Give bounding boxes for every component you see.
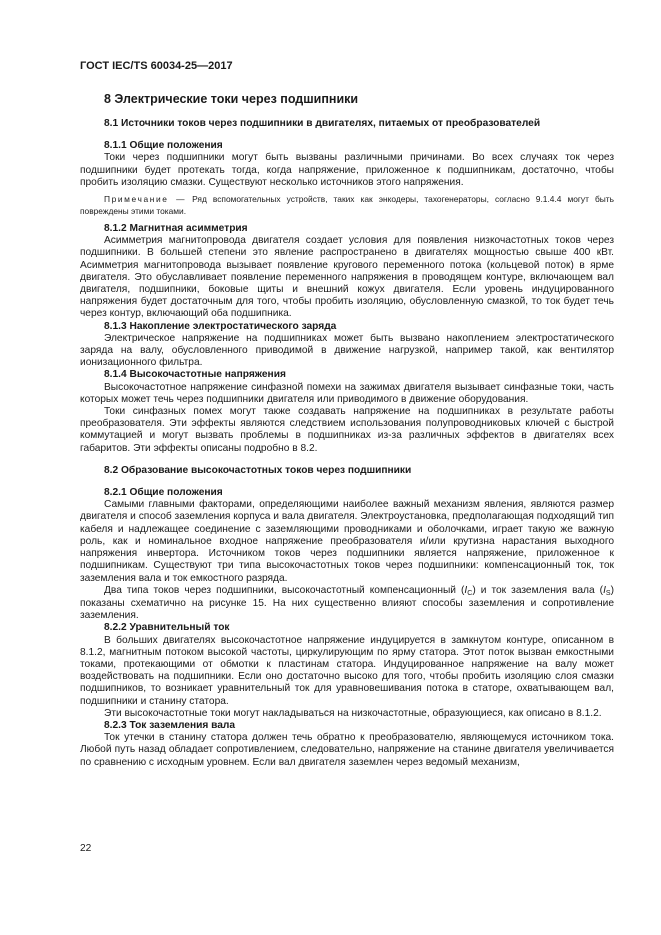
section-8-1-3-paragraph: Электрическое напряжение на подшипниках может быть вызвано накоплением электростатического заряда на валу, обусловленного приводимой в движение нагрузкой, например такой, как вентилятор ионизационного фильтра. [80, 332, 614, 369]
p2-part-c: ) показаны схематично на рисунке 15. На них существенно влияют способы заземления и сопротивление заземления. [80, 584, 614, 622]
section-8-2-title: 8.2 Образование высокочастотных токов через подшипники [104, 464, 412, 476]
section-8-2-1-title: 8.2.1 Общие положения [104, 487, 223, 499]
symbol-is-subscript: S [605, 589, 611, 597]
section-8-1-4-paragraph-2: Токи синфазных помех могут также создавать напряжение на подшипниках в результате работы преобразователя. Эти эффекты являются следствием использования полупроводниковых ключей с быстрой коммутацией и могут вызвать проблемы в подшипниках из-за различных эффектов в двигателях всех габаритов. Эти эффекты описаны подробно в 8.2. [80, 406, 614, 454]
document-body [80, 92, 614, 769]
p2-part-a: Два типа токов через подшипники, высокочастотный компенсационный ( [104, 584, 465, 596]
section-8-1-2-title: 8.1.2 Магнитная асимметрия [104, 223, 248, 235]
section-8-2-3-paragraph: Ток утечки в станину статора должен течь обратно к преобразователю, являющемуся источником тока. Любой путь назад обладает сопротивлением, следовательно, напряжение на станине двигателя увеличивается по сравнению с исходным уровнем. Если вал двигателя заземлен через ведомый механизм, [80, 732, 614, 768]
section-8-2-2-paragraph-2: Эти высокочастотные токи могут накладываться на низкочастотные, образующиеся, как описано в 8.1.2. [104, 707, 602, 719]
note-lead: Примечание — [104, 194, 187, 205]
section-8-2-2-paragraph-1: В больших двигателях высокочастотное напряжение индуцируется в замкнутом контуре, описанном в 8.1.2, магнитным потоком высокой частоты, циркулирующим по ярму статора. Этот поток вызван емкостными токами, протекающими от обмотки к пластинам статора. Индуцированное напряжение на валу может воздействовать на подшипники. Если оно достаточно высоко для того, чтобы пробить изоляцию слоя смазки подшипников, то возникает уравнительный ток для уравновешивания потока в статоре, охватывающем вал, подшипники и станину статора. [80, 634, 614, 707]
standard-header: ГОСТ IEC/TS 60034-25—2017 [80, 60, 233, 72]
note-text: Ряд вспомогательных устройств, таких как энкодеры, тахогенераторы, согласно 9.1.4.4 могут быть повреждены этими токами. [80, 194, 614, 216]
section-8-1-1-paragraph: Токи через подшипники могут быть вызваны различными причинами. Во всех случаях ток через подшипники будет протекать тогда, когда напряжение, приложенное к подшипникам, достаточно, чтобы пробить изоляцию смазки. Существуют несколько источников этого напряжения. [80, 152, 614, 188]
section-8-1-1-title: 8.1.1 Общие положения [104, 140, 223, 152]
section-8-title: 8 Электрические токи через подшипники [104, 92, 359, 106]
section-8-1-4-title: 8.1.4 Высокочастотные напряжения [104, 369, 286, 381]
section-8-2-2-title: 8.2.2 Уравнительный ток [104, 622, 230, 634]
symbol-is: I [603, 584, 606, 596]
section-8-1-title: 8.1 Источники токов через подшипники в двигателях, питаемых от преобразователей [104, 118, 541, 129]
section-8-2-1-paragraph-2 [80, 585, 614, 623]
section-8-1-3-title: 8.1.3 Накопление электростатического заряда [104, 320, 337, 332]
section-8-2-3-title: 8.2.3 Ток заземления вала [104, 719, 236, 731]
symbol-ic-subscript: C [467, 589, 473, 597]
symbol-ic: I [464, 584, 468, 596]
section-8-1-2-paragraph: Асимметрия магнитопровода двигателя создает условия для появления низкочастотных токов через подшипники. В большей степени это явление распространено в двигателях мощностью свыше 400 кВт. Асимметрия магнитопровода вызывает появление кругового переменного потока (кольцевой поток) в ярме двигателя. Это обуславливает появление переменного напряжения в проводящем контуре, включающем вал двигателя, подшипники, боковые щиты и внешний кожух двигателя. Если уровень индуцированного напряжения будет достаточным для того, чтобы пробить изоляцию, обусловленную смазкой, то ток будет течь через контур, включающий оба подшипника. [80, 235, 614, 320]
note [80, 194, 614, 217]
p2-part-b: ) и ток заземления вала ( [472, 584, 604, 596]
section-8-1-4-paragraph-1: Высокочастотное напряжение синфазной помехи на зажимах двигателя вызывает синфазные токи, часть которых может течь через подшипники двигателя или приводимого в движение оборудования. [80, 381, 614, 405]
section-8-2-1-paragraph-1: Самыми главными факторами, определяющими наиболее важный механизм явления, являются размер двигателя и способ заземления корпуса и вала двигателя. Электроустановка, предполагающая подходящий тип кабеля и надлежащее соединение с заземляющими проводниками и оболочками, играет такую же важную роль, как и номинальное входное напряжение преобразователя и/или крутизна нарастания выходного напряжения инвертора. Источником токов через подшипники является напряжение, приложенное к подшипникам. Существуют три типа высокочастотных токов через подшипники: компенсационный ток, ток заземления вала и ток емкостного разряда. [80, 499, 614, 584]
page-number: 22 [80, 843, 92, 854]
